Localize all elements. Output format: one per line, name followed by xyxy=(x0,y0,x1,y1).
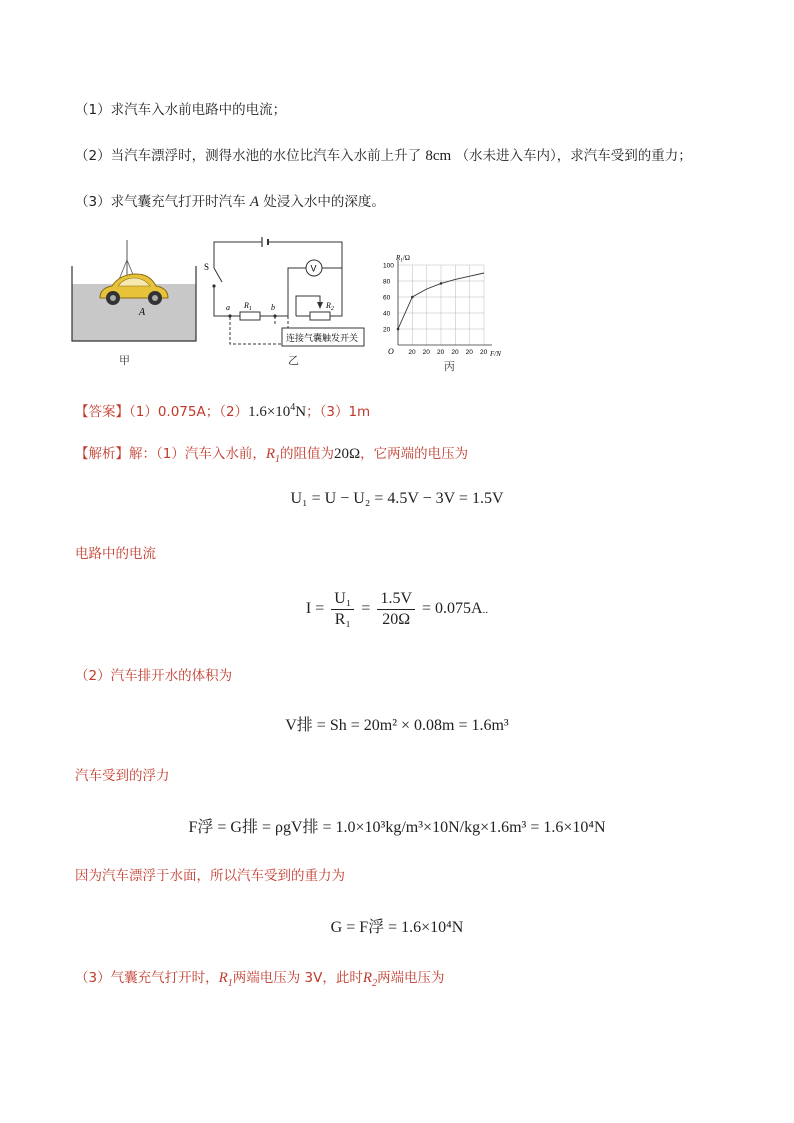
figure-graph xyxy=(380,250,510,360)
y-tick-label: 60 xyxy=(383,294,391,302)
wire-voltmeter-left xyxy=(288,268,306,316)
wire-top-right xyxy=(269,242,342,316)
node-a-label: a xyxy=(226,303,230,312)
caption-bing: 丙 xyxy=(444,360,455,373)
part-3-r2: $R_2$ xyxy=(362,970,378,989)
resistor-r1 xyxy=(240,312,260,320)
part-3-text-b: 两端电压为 3V，此时 xyxy=(232,970,363,986)
y-axis-label: $R_1/\Omega$ xyxy=(396,254,410,264)
r1-label: $R_1$ xyxy=(244,301,252,312)
switch-label: S xyxy=(204,262,210,272)
y-tick-label: 40 xyxy=(383,310,391,318)
figure-circuit xyxy=(200,236,370,348)
analysis-value: 20Ω xyxy=(334,446,361,462)
equation-buoyancy: F浮 = G排 = ρgV排 = 1.0×10³kg/m³×10N/kg×1.6m³ = 1.6×10⁴N xyxy=(188,819,606,836)
y-tick-label: 100 xyxy=(383,262,394,270)
caption-yi: 乙 xyxy=(288,354,299,367)
analysis-text-c: ，它两端的电压为 xyxy=(360,446,469,462)
analysis-r1: $R_1$ xyxy=(265,446,281,465)
analysis-text-b: 的阻值为 xyxy=(280,446,335,462)
equation-current: I = $\frac{\text{U₁}}{\text{R₁}}$ = $\frac{1.5V}{20\Omega}$ = 0.075A.. xyxy=(305,590,489,628)
series-points xyxy=(397,282,443,330)
answer-part-1: （1）0.075A；（2） xyxy=(129,404,249,420)
wire-top-left xyxy=(214,242,262,268)
buoyancy-label: 汽车受到的浮力 xyxy=(75,768,170,784)
question-3 xyxy=(75,192,385,212)
x-tick-label: 20 xyxy=(408,349,416,356)
series-point xyxy=(440,282,443,285)
part-3-text-c: 两端电压为 xyxy=(377,970,445,986)
x-tick-label: 20 xyxy=(437,349,445,356)
switch-contact xyxy=(212,284,215,287)
series-point xyxy=(397,328,400,331)
question-2-text-a: （2）当汽车漂浮时，测得水池的水位比汽车入水前上升了 xyxy=(75,148,422,164)
resistor-r2 xyxy=(310,312,330,320)
x-tick-label: 20 xyxy=(422,349,430,356)
graph-grid xyxy=(398,265,484,345)
r2-label: $R_2$ xyxy=(326,301,334,312)
question-2 xyxy=(75,146,692,166)
x-tick-label: 20 xyxy=(465,349,473,356)
y-tick-labels xyxy=(383,263,394,334)
part-3-r1: $R_1$ xyxy=(218,970,233,989)
x-axis-label: F/N xyxy=(490,350,501,358)
question-3-point: A xyxy=(249,194,260,210)
origin-label: O xyxy=(388,347,394,356)
caption-jia: 甲 xyxy=(119,354,130,367)
y-tick-label: 20 xyxy=(383,326,391,334)
series-point xyxy=(411,296,414,299)
question-1: （1）求汽车入水前电路中的电流； xyxy=(75,102,287,118)
x-tick-labels xyxy=(408,349,487,356)
analysis-text-a: 解：（1）汽车入水前， xyxy=(129,446,266,462)
question-3-text-a: （3）求气囊充气打开时汽车 xyxy=(75,194,246,210)
switch-blade xyxy=(214,268,222,282)
point-a-label: A xyxy=(139,307,146,318)
answer-part-2: $1.6\times 10^4N$ xyxy=(248,402,307,420)
slider-arrow-icon xyxy=(317,302,323,309)
part-3-line xyxy=(75,968,445,994)
current-label: 电路中的电流 xyxy=(75,546,156,562)
equation-voltage: U₁ = U − U₂ = 4.5V − 3V = 1.5V xyxy=(290,490,504,507)
fraction-numeric: $\frac{1.5V}{20\Omega}$ xyxy=(377,590,415,629)
question-3-text-b: 处浸入水中的深度。 xyxy=(263,194,385,210)
question-2-text-b: （水未进入车内），求汽车受到的重力； xyxy=(455,148,692,164)
part-3-text-a: （3）气囊充气打开时， xyxy=(75,970,219,986)
analysis-tag: 【解析】 xyxy=(75,446,129,462)
answer-part-3: ；（3）1m xyxy=(306,404,371,420)
fraction-symbolic: $\frac{\text{U₁}}{\text{R₁}}$ xyxy=(331,590,354,629)
answer-tag: 【答案】 xyxy=(75,404,129,420)
figure-car-tank xyxy=(70,240,200,345)
x-tick-label: 20 xyxy=(451,349,459,356)
node-a-dot xyxy=(228,314,231,317)
analysis-intro xyxy=(75,444,468,470)
node-b-dot xyxy=(273,314,276,317)
x-tick-label: 20 xyxy=(480,349,488,356)
voltmeter-label: V xyxy=(310,263,317,274)
trigger-switch-label: 连接气囊触发开关 xyxy=(286,334,359,344)
question-2-value: 8cm xyxy=(425,148,452,164)
equation-volume: V排 = Sh = 20m² × 0.08m = 1.6m³ xyxy=(285,717,509,734)
part-2-label: （2）汽车排开水的体积为 xyxy=(75,668,233,684)
node-b-label: b xyxy=(271,303,275,312)
answer-line xyxy=(75,398,370,422)
float-label: 因为汽车漂浮于水面，所以汽车受到的重力为 xyxy=(75,868,345,884)
y-tick-label: 80 xyxy=(383,278,391,286)
equation-gravity: G = F浮 = 1.6×10⁴N xyxy=(330,919,464,936)
